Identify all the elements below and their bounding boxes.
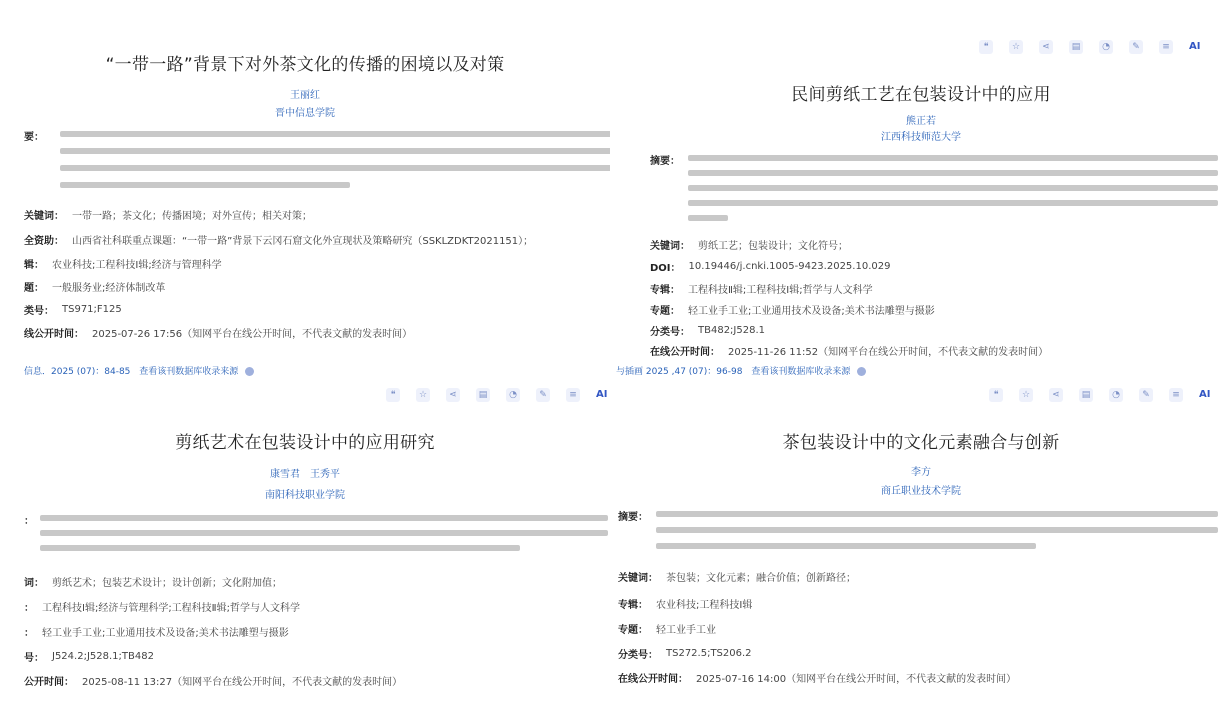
keywords-row: 关键词： 一带一路；茶文化；传播困境；对外宣传；相关对策； bbox=[24, 207, 312, 222]
bookmark-icon[interactable]: ≡ bbox=[566, 388, 580, 402]
action-toolbar bbox=[971, 40, 1208, 54]
source-info: 信息．2025 (07)：84-85 查看该刊数据库收录来源 bbox=[24, 364, 254, 377]
paper-title[interactable]: 民间剪纸工艺在包装设计中的应用 bbox=[791, 85, 1051, 105]
abstract-label: 要： bbox=[24, 132, 44, 143]
fund-value[interactable]: 山西省社科联重点课题：“一带一路”背景下云冈石窟文化外宣现状及策略研究（SSKLZDKT2021151）； bbox=[72, 236, 534, 247]
abstract-label: ： bbox=[24, 516, 34, 527]
pencil-icon[interactable]: ✎ bbox=[536, 388, 550, 402]
series-row: 专辑： 农业科技;工程科技Ⅰ辑 bbox=[618, 596, 752, 611]
topic-value: 轻工业手工业;工业通用技术及设备;美术书法雕塑与摄影 bbox=[42, 628, 289, 639]
share-icon[interactable]: ⋖ bbox=[1049, 388, 1063, 402]
paper-panel-1 bbox=[0, 0, 610, 385]
author-link[interactable]: 王丽红 bbox=[290, 90, 320, 101]
date-row: 线公开时间： 2025-07-26 17:56（知网平台在线公开时间，不代表文献的发表时间） bbox=[24, 325, 412, 340]
ai-button[interactable]: AI bbox=[1199, 389, 1211, 400]
date-row: 在线公开时间： 2025-07-16 14:00（知网平台在线公开时间，不代表文献的发表时间） bbox=[618, 670, 1016, 685]
action-toolbar bbox=[378, 388, 610, 402]
pencil-icon[interactable]: ✎ bbox=[1139, 388, 1153, 402]
print-icon[interactable]: ▤ bbox=[1069, 40, 1083, 54]
class-value: TS971;F125 bbox=[62, 304, 122, 315]
topic-row: 专题： 轻工业手工业 bbox=[618, 621, 716, 636]
topic-value: 一般服务业;经济体制改革 bbox=[52, 283, 166, 294]
author-link[interactable]: 李方 bbox=[911, 467, 931, 478]
bell-icon[interactable]: ◔ bbox=[1099, 40, 1113, 54]
paper-title[interactable]: 剪纸艺术在包装设计中的应用研究 bbox=[175, 433, 435, 453]
paper-panel-4 bbox=[616, 385, 1226, 705]
abstract-label: 摘要： bbox=[650, 156, 680, 167]
bell-icon[interactable]: ◔ bbox=[506, 388, 520, 402]
abstract bbox=[24, 128, 604, 198]
class-value: TS272.5;TS206.2 bbox=[666, 648, 752, 659]
paper-panel-3 bbox=[0, 385, 610, 705]
class-row: 类号： TS971;F125 bbox=[24, 304, 122, 317]
class-row: 分类号： TB482;J528.1 bbox=[650, 325, 766, 338]
keywords-value[interactable]: 一带一路；茶文化；传播困境；对外宣传；相关对策； bbox=[72, 211, 312, 222]
share-icon[interactable]: ⋖ bbox=[446, 388, 460, 402]
doi-row: DOI： 10.19446/j.cnki.1005-9423.2025.10.029 bbox=[650, 261, 891, 274]
source-info: 与插画 2025 ,47 (07)：96-98 查看该刊数据库收录来源 bbox=[616, 364, 866, 377]
info-icon[interactable] bbox=[245, 367, 254, 376]
topic-row: 专题： 轻工业手工业;工业通用技术及设备;美术书法雕塑与摄影 bbox=[650, 302, 935, 317]
class-row: 号： J524.2;J528.1;TB482 bbox=[24, 651, 154, 664]
star-icon[interactable]: ☆ bbox=[1019, 388, 1033, 402]
date-row: 公开时间： 2025-08-11 13:27（知网平台在线公开时间，不代表文献的发表时间） bbox=[24, 673, 402, 688]
class-value: TB482;J528.1 bbox=[698, 325, 766, 336]
topic-value: 轻工业手工业;工业通用技术及设备;美术书法雕塑与摄影 bbox=[688, 306, 935, 317]
abstract bbox=[24, 512, 604, 562]
abstract bbox=[618, 508, 1222, 560]
source-link[interactable]: 查看该刊数据库收录来源 bbox=[751, 367, 851, 377]
star-icon[interactable]: ☆ bbox=[1009, 40, 1023, 54]
ai-button[interactable]: AI bbox=[596, 389, 608, 400]
series-value: 农业科技;工程科技Ⅰ辑;经济与管理科学 bbox=[52, 260, 222, 271]
class-value: J524.2;J528.1;TB482 bbox=[52, 651, 154, 662]
fund-row: 全资助： 山西省社科联重点课题：“一带一路”背景下云冈石窟文化外宣现状及策略研究（SSKLZDKT2021151）； bbox=[24, 232, 533, 247]
quote-icon[interactable]: ❝ bbox=[979, 40, 993, 54]
date-value: 2025-07-26 17:56（知网平台在线公开时间，不代表文献的发表时间） bbox=[92, 329, 413, 340]
paper-title[interactable]: “一带一路”背景下对外茶文化的传播的困境以及对策 bbox=[105, 55, 505, 75]
keywords-value[interactable]: 茶包装；文化元素；融合价值；创新路径； bbox=[666, 573, 856, 584]
paper-panel-2 bbox=[616, 0, 1226, 385]
keywords-value[interactable]: 剪纸工艺；包装设计；文化符号； bbox=[698, 241, 848, 252]
quote-icon[interactable]: ❝ bbox=[989, 388, 1003, 402]
topic-row: ： 轻工业手工业;工业通用技术及设备;美术书法雕塑与摄影 bbox=[24, 624, 289, 639]
institution-link[interactable]: 商丘职业技术学院 bbox=[881, 486, 961, 497]
date-value: 2025-11-26 11:52（知网平台在线公开时间，不代表文献的发表时间） bbox=[728, 347, 1049, 358]
abstract-label: 摘要： bbox=[618, 512, 648, 523]
action-toolbar bbox=[981, 388, 1218, 402]
doi-value[interactable]: 10.19446/j.cnki.1005-9423.2025.10.029 bbox=[688, 261, 891, 272]
topic-row: 题： 一般服务业;经济体制改革 bbox=[24, 279, 165, 294]
bookmark-icon[interactable]: ≡ bbox=[1159, 40, 1173, 54]
keywords-value[interactable]: 剪纸艺术；包装艺术设计；设计创新；文化附加值； bbox=[52, 578, 282, 589]
print-icon[interactable]: ▤ bbox=[476, 388, 490, 402]
paper-title[interactable]: 茶包装设计中的文化元素融合与创新 bbox=[782, 433, 1060, 453]
quote-icon[interactable]: ❝ bbox=[386, 388, 400, 402]
keywords-row: 关键词： 剪纸工艺；包装设计；文化符号； bbox=[650, 237, 848, 252]
pencil-icon[interactable]: ✎ bbox=[1129, 40, 1143, 54]
class-row: 分类号： TS272.5;TS206.2 bbox=[618, 648, 752, 661]
keywords-row: 关键词： 茶包装；文化元素；融合价值；创新路径； bbox=[618, 569, 856, 584]
topic-value: 轻工业手工业 bbox=[656, 625, 716, 636]
date-row: 在线公开时间： 2025-11-26 11:52（知网平台在线公开时间，不代表文献的发表时间） bbox=[650, 343, 1048, 358]
institution-link[interactable]: 江西科技师范大学 bbox=[881, 132, 961, 143]
bell-icon[interactable]: ◔ bbox=[1109, 388, 1123, 402]
info-icon[interactable] bbox=[857, 367, 866, 376]
series-row: 专辑： 工程科技Ⅱ辑;工程科技Ⅰ辑;哲学与人文科学 bbox=[650, 281, 873, 296]
star-icon[interactable]: ☆ bbox=[416, 388, 430, 402]
share-icon[interactable]: ⋖ bbox=[1039, 40, 1053, 54]
institution-link[interactable]: 南阳科技职业学院 bbox=[265, 490, 345, 501]
institution-link[interactable]: 晋中信息学院 bbox=[275, 108, 335, 119]
source-link[interactable]: 查看该刊数据库收录来源 bbox=[139, 367, 239, 377]
date-value: 2025-07-16 14:00（知网平台在线公开时间，不代表文献的发表时间） bbox=[696, 674, 1017, 685]
series-value: 工程科技Ⅱ辑;工程科技Ⅰ辑;哲学与人文科学 bbox=[688, 285, 873, 296]
series-value: 农业科技;工程科技Ⅰ辑 bbox=[656, 600, 753, 611]
ai-button[interactable]: AI bbox=[1189, 41, 1201, 52]
print-icon[interactable]: ▤ bbox=[1079, 388, 1093, 402]
series-value: 工程科技Ⅰ辑;经济与管理科学;工程科技Ⅱ辑;哲学与人文科学 bbox=[42, 603, 300, 614]
keywords-row: 词： 剪纸艺术；包装艺术设计；设计创新；文化附加值； bbox=[24, 574, 282, 589]
bookmark-icon[interactable]: ≡ bbox=[1169, 388, 1183, 402]
author-link[interactable]: 熊正若 bbox=[906, 116, 936, 127]
author-links[interactable]: 康雪君 王秀平 bbox=[270, 469, 340, 480]
series-row: ： 工程科技Ⅰ辑;经济与管理科学;工程科技Ⅱ辑;哲学与人文科学 bbox=[24, 599, 300, 614]
abstract bbox=[650, 152, 1220, 232]
series-row: 辑： 农业科技;工程科技Ⅰ辑;经济与管理科学 bbox=[24, 256, 222, 271]
date-value: 2025-08-11 13:27（知网平台在线公开时间，不代表文献的发表时间） bbox=[82, 677, 403, 688]
